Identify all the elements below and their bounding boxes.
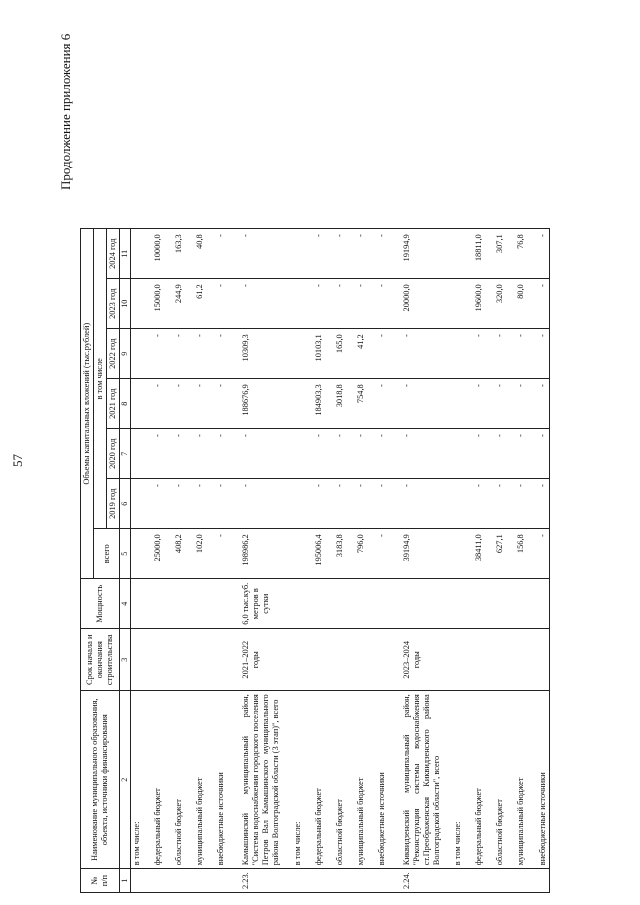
row-number: [464, 869, 485, 893]
row-year-value: -: [367, 329, 388, 379]
table-row: [206, 229, 227, 893]
row-year-value: [130, 379, 143, 429]
row-year-value: -: [528, 429, 550, 479]
row-year-value: -: [346, 429, 367, 479]
row-number: [506, 869, 527, 893]
row-year-value: -: [367, 429, 388, 479]
table-row: [304, 229, 325, 893]
row-year-value: -: [388, 329, 443, 379]
column-number: 10: [120, 279, 131, 329]
row-year-value: -: [506, 479, 527, 529]
row-year-value: [443, 329, 464, 379]
row-total: 627,1: [485, 529, 506, 579]
row-year-value: -: [164, 379, 185, 429]
row-number: [185, 869, 206, 893]
row-name: внебюджетные источники: [206, 691, 227, 869]
row-year-value: -: [206, 329, 227, 379]
row-year-value: -: [388, 379, 443, 429]
table-row: [443, 229, 464, 893]
row-capacity: [143, 579, 164, 629]
row-year-value: -: [325, 229, 346, 279]
row-year-value: [283, 429, 304, 479]
row-year-value: [130, 229, 143, 279]
table-row: [325, 229, 346, 893]
row-name: областной бюджет: [164, 691, 185, 869]
row-year-value: -: [185, 379, 206, 429]
row-year-value: [283, 229, 304, 279]
row-year-value: -: [506, 429, 527, 479]
row-year-value: 188676,9: [227, 379, 282, 429]
row-year-value: [130, 279, 143, 329]
row-year-value: -: [185, 429, 206, 479]
row-total: -: [206, 529, 227, 579]
row-year-value: -: [143, 429, 164, 479]
row-total: 796,0: [346, 529, 367, 579]
row-year-value: -: [325, 279, 346, 329]
row-year-value: 10000,0: [143, 229, 164, 279]
table-row: [185, 229, 206, 893]
row-year-value: -: [304, 229, 325, 279]
row-year-value: -: [464, 479, 485, 529]
row-total: 39194,9: [388, 529, 443, 579]
row-year-value: -: [485, 379, 506, 429]
row-year-value: -: [164, 479, 185, 529]
column-number: 6: [120, 479, 131, 529]
row-year-value: 80,0: [506, 279, 527, 329]
row-year-value: -: [464, 379, 485, 429]
row-year-value: -: [346, 229, 367, 279]
row-year-value: 10309,3: [227, 329, 282, 379]
row-term: [206, 629, 227, 691]
row-total: 408,2: [164, 529, 185, 579]
row-year-value: -: [346, 279, 367, 329]
row-term: [443, 629, 464, 691]
row-number: [367, 869, 388, 893]
row-total: 156,8: [506, 529, 527, 579]
row-year-value: -: [206, 379, 227, 429]
row-capacity: [528, 579, 550, 629]
header-volumes: Объемы капитальных вложений (тыс.рублей): [81, 229, 94, 579]
row-number: 2.24.: [388, 869, 443, 893]
row-term: [304, 629, 325, 691]
row-name: внебюджетные источники: [367, 691, 388, 869]
header-year: 2019 год: [107, 479, 120, 529]
row-capacity: [304, 579, 325, 629]
row-year-value: -: [528, 229, 550, 279]
row-number: [164, 869, 185, 893]
row-year-value: 61,2: [185, 279, 206, 329]
row-name: федеральный бюджет: [464, 691, 485, 869]
row-capacity: [283, 579, 304, 629]
row-year-value: -: [528, 279, 550, 329]
row-capacity: [464, 579, 485, 629]
header-incl: в том числе: [94, 229, 107, 529]
row-capacity: 6,0 тыс.куб. метров в сутки: [227, 579, 282, 629]
row-year-value: -: [367, 279, 388, 329]
page-number: 57: [10, 454, 25, 467]
table-row: [506, 229, 527, 893]
column-number: 4: [120, 579, 131, 629]
row-name: муниципальный бюджет: [506, 691, 527, 869]
row-number: [485, 869, 506, 893]
row-year-value: -: [325, 429, 346, 479]
row-name: муниципальный бюджет: [346, 691, 367, 869]
row-name: в том числе:: [443, 691, 464, 869]
row-year-value: -: [346, 479, 367, 529]
row-total: -: [367, 529, 388, 579]
row-year-value: -: [506, 379, 527, 429]
row-total: 198986,2: [227, 529, 282, 579]
row-year-value: -: [227, 279, 282, 329]
row-term: [528, 629, 550, 691]
row-year-value: 15000,0: [143, 279, 164, 329]
row-year-value: -: [206, 479, 227, 529]
row-number: [143, 869, 164, 893]
row-year-value: [443, 229, 464, 279]
row-term: [367, 629, 388, 691]
row-term: [164, 629, 185, 691]
row-number: [443, 869, 464, 893]
row-name: муниципальный бюджет: [185, 691, 206, 869]
table-body: [130, 229, 549, 893]
header-year: 2023 год: [107, 279, 120, 329]
header-year: 2022 год: [107, 329, 120, 379]
row-year-value: -: [388, 429, 443, 479]
row-year-value: 18811,0: [464, 229, 485, 279]
row-name: федеральный бюджет: [304, 691, 325, 869]
table-row: [164, 229, 185, 893]
row-year-value: [283, 329, 304, 379]
row-name: областной бюджет: [485, 691, 506, 869]
row-year-value: -: [464, 329, 485, 379]
row-year-value: [283, 379, 304, 429]
row-total: [130, 529, 143, 579]
row-year-value: -: [227, 229, 282, 279]
row-term: 2021–2022 годы: [227, 629, 282, 691]
row-year-value: [443, 429, 464, 479]
row-year-value: [443, 379, 464, 429]
header-year: 2020 год: [107, 429, 120, 479]
row-year-value: 320,0: [485, 279, 506, 329]
row-name: Камышинский муниципальный район, "Система водоснабжения городского поселения Петров Вал Камышинского муниципального района Волгоградской области (3 этап)", всего: [227, 691, 282, 869]
row-year-value: -: [367, 479, 388, 529]
row-year-value: 754,8: [346, 379, 367, 429]
row-capacity: [325, 579, 346, 629]
row-year-value: -: [185, 329, 206, 379]
row-number: [346, 869, 367, 893]
row-year-value: 10103,1: [304, 329, 325, 379]
row-term: [464, 629, 485, 691]
row-capacity: [506, 579, 527, 629]
appendix-label: Продолжение приложения 6: [58, 33, 73, 190]
capital-investment-table: [80, 228, 550, 893]
row-term: [325, 629, 346, 691]
table-row: [464, 229, 485, 893]
row-name: областной бюджет: [325, 691, 346, 869]
table-row: [367, 229, 388, 893]
row-year-value: [283, 279, 304, 329]
table-row: [485, 229, 506, 893]
row-capacity: [206, 579, 227, 629]
row-number: [528, 869, 550, 893]
header-name: Наименование муниципального образования, объекта, источники финансирования: [81, 691, 120, 869]
row-year-value: [130, 329, 143, 379]
row-capacity: [185, 579, 206, 629]
row-year-value: 76,8: [506, 229, 527, 279]
table-row: [227, 229, 282, 893]
row-year-value: -: [485, 479, 506, 529]
row-year-value: -: [206, 429, 227, 479]
column-number: 3: [120, 629, 131, 691]
row-capacity: [367, 579, 388, 629]
row-year-value: -: [464, 429, 485, 479]
row-total: 38411,0: [464, 529, 485, 579]
header-capacity: Мощность: [81, 579, 120, 629]
row-year-value: -: [227, 479, 282, 529]
row-year-value: -: [485, 429, 506, 479]
column-number: 1: [120, 869, 131, 893]
row-total: [283, 529, 304, 579]
row-year-value: -: [304, 279, 325, 329]
row-total: 195006,4: [304, 529, 325, 579]
header-total: всего: [94, 529, 120, 579]
row-year-value: -: [367, 379, 388, 429]
row-number: [206, 869, 227, 893]
row-number: [304, 869, 325, 893]
row-year-value: -: [206, 279, 227, 329]
row-term: [485, 629, 506, 691]
row-term: [143, 629, 164, 691]
column-number: 8: [120, 379, 131, 429]
row-term: 2023–2024 годы: [388, 629, 443, 691]
row-capacity: [485, 579, 506, 629]
row-total: 25000,0: [143, 529, 164, 579]
table-row: [528, 229, 550, 893]
row-year-value: 244,9: [164, 279, 185, 329]
column-number: 7: [120, 429, 131, 479]
row-year-value: [443, 479, 464, 529]
row-year-value: [130, 479, 143, 529]
row-year-value: -: [164, 429, 185, 479]
row-term: [130, 629, 143, 691]
row-year-value: [443, 279, 464, 329]
column-number: 5: [120, 529, 131, 579]
row-year-value: -: [143, 479, 164, 529]
row-number: [130, 869, 143, 893]
row-year-value: -: [227, 429, 282, 479]
row-year-value: -: [304, 429, 325, 479]
row-term: [346, 629, 367, 691]
header-num: № п/п: [81, 869, 120, 893]
row-year-value: -: [185, 479, 206, 529]
row-year-value: 184903,3: [304, 379, 325, 429]
row-total: 3183,8: [325, 529, 346, 579]
row-number: [283, 869, 304, 893]
row-number: 2.23.: [227, 869, 282, 893]
header-column-numbers: [120, 229, 131, 893]
row-year-value: -: [304, 479, 325, 529]
row-year-value: -: [367, 229, 388, 279]
column-number: 2: [120, 691, 131, 869]
table-row: [346, 229, 367, 893]
row-year-value: [130, 429, 143, 479]
table-row: [130, 229, 143, 893]
row-year-value: 40,8: [185, 229, 206, 279]
table-row: [143, 229, 164, 893]
row-year-value: -: [528, 379, 550, 429]
column-number: 9: [120, 329, 131, 379]
row-term: [185, 629, 206, 691]
row-year-value: -: [325, 479, 346, 529]
row-capacity: [164, 579, 185, 629]
row-name: в том числе:: [283, 691, 304, 869]
row-name: внебюджетные источники: [528, 691, 550, 869]
row-year-value: -: [143, 379, 164, 429]
row-year-value: 19194,9: [388, 229, 443, 279]
row-number: [325, 869, 346, 893]
row-total: -: [528, 529, 550, 579]
row-year-value: -: [164, 329, 185, 379]
row-total: 102,0: [185, 529, 206, 579]
column-number: 11: [120, 229, 131, 279]
row-year-value: 307,1: [485, 229, 506, 279]
row-year-value: -: [143, 329, 164, 379]
header-term: Срок начала и окончания строительства: [81, 629, 120, 691]
row-term: [506, 629, 527, 691]
row-term: [283, 629, 304, 691]
row-name: федеральный бюджет: [143, 691, 164, 869]
header-year: 2024 год: [107, 229, 120, 279]
row-year-value: 3018,8: [325, 379, 346, 429]
row-capacity: [443, 579, 464, 629]
row-year-value: -: [206, 229, 227, 279]
row-year-value: -: [506, 329, 527, 379]
row-name: Киквидзенский муниципальный район, "Реконструкция системы водоснабжения ст.Преображенская Киквидзенского района Волгоградской области", всего: [388, 691, 443, 869]
row-year-value: 163,3: [164, 229, 185, 279]
row-capacity: [346, 579, 367, 629]
row-year-value: [283, 479, 304, 529]
row-year-value: 41,2: [346, 329, 367, 379]
table-row: [388, 229, 443, 893]
row-year-value: -: [485, 329, 506, 379]
table-header: [81, 229, 131, 893]
row-year-value: -: [528, 479, 550, 529]
row-capacity: [130, 579, 143, 629]
row-year-value: 165,0: [325, 329, 346, 379]
row-year-value: 19600,0: [464, 279, 485, 329]
row-year-value: 20000,0: [388, 279, 443, 329]
header-year: 2021 год: [107, 379, 120, 429]
row-total: [443, 529, 464, 579]
row-capacity: [388, 579, 443, 629]
row-name: в том числе:: [130, 691, 143, 869]
row-year-value: -: [388, 479, 443, 529]
table-row: [283, 229, 304, 893]
row-year-value: -: [528, 329, 550, 379]
